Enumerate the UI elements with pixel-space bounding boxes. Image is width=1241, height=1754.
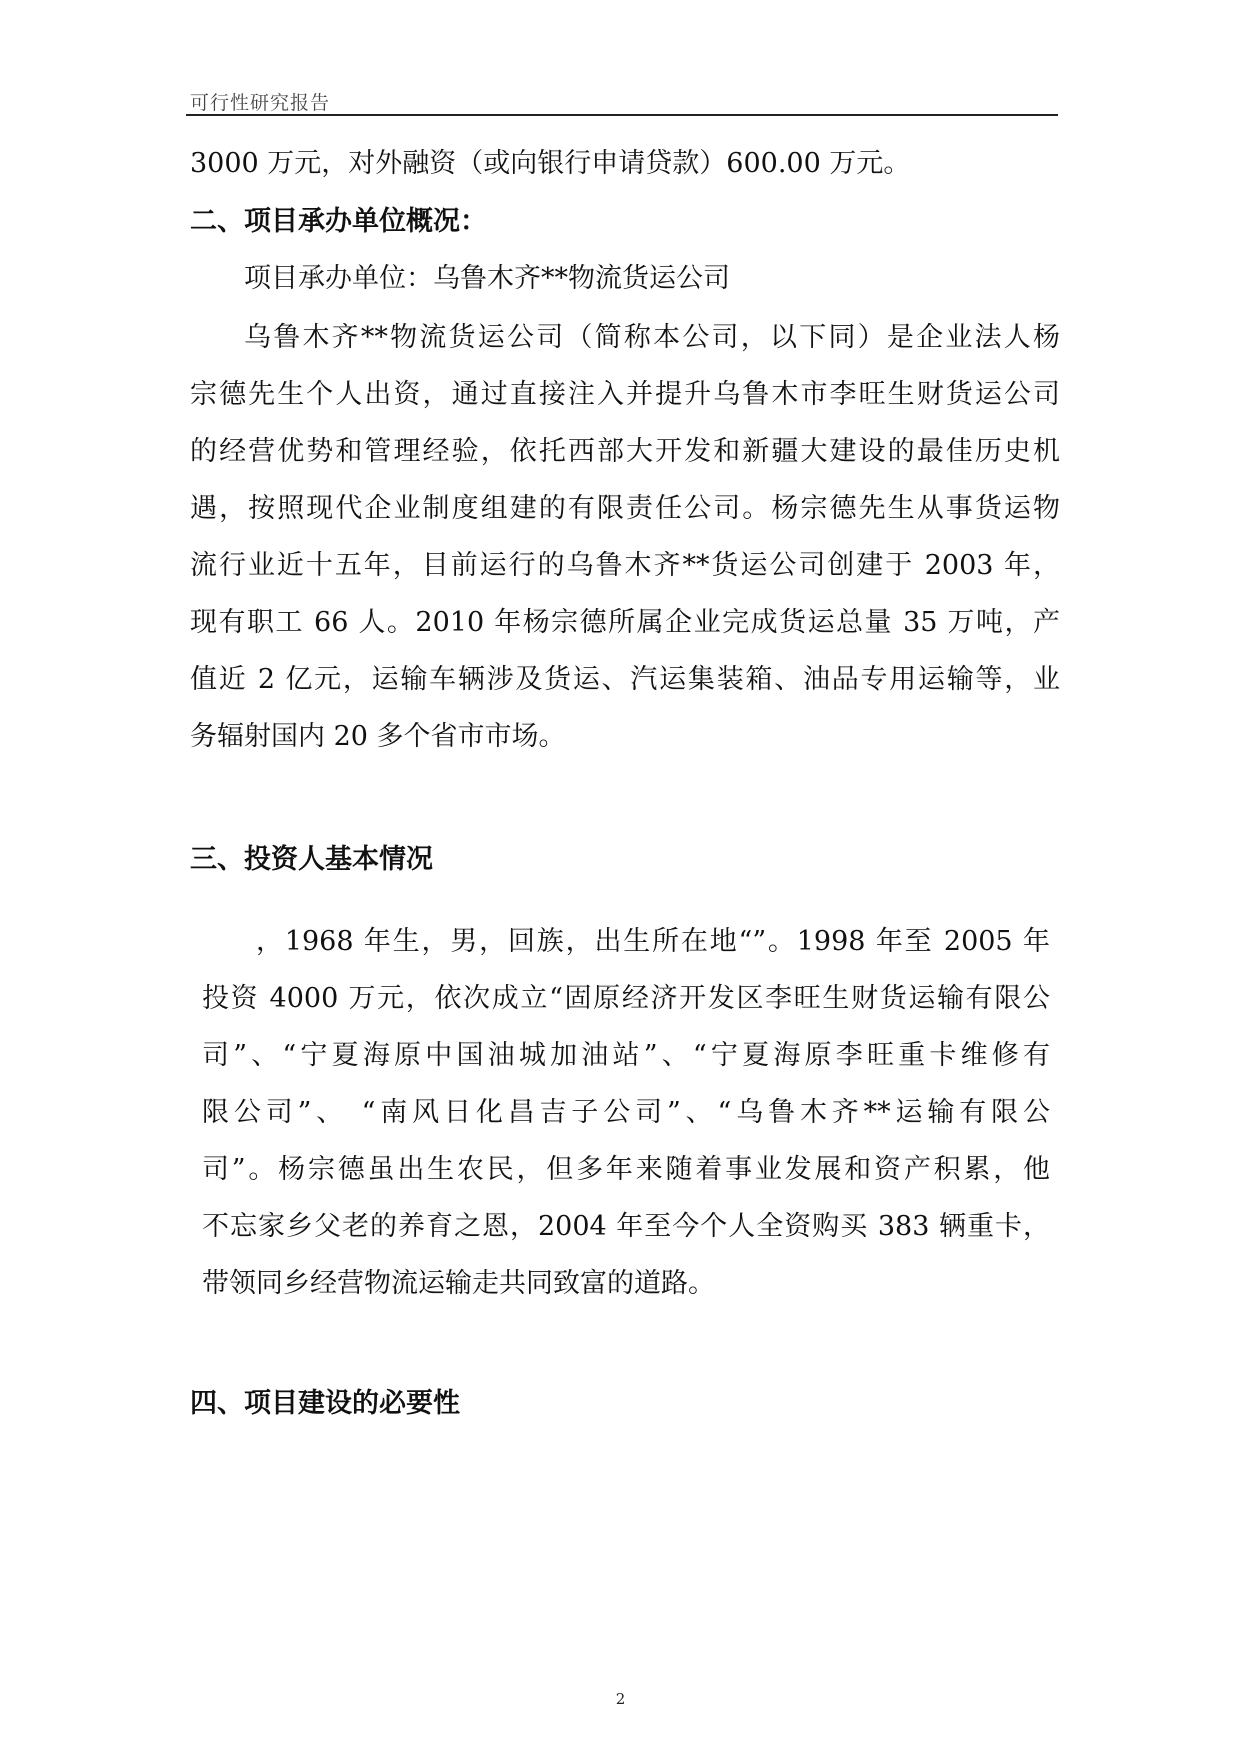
body-line-continuation: 3000 万元，对外融资（或向银行申请贷款）600.00 万元。 bbox=[190, 148, 911, 179]
paragraph-line: 司”、“宁夏海原中国油城加油站”、“宁夏海原李旺重卡维修有 bbox=[202, 1040, 1050, 1071]
paragraph-line: 的经营优势和管理经验，依托西部大开发和新疆大建设的最佳历史机 bbox=[190, 436, 1060, 467]
paragraph-line: 宗德先生个人出资，通过直接注入并提升乌鲁木市李旺生财货运公司 bbox=[190, 379, 1060, 410]
header-divider bbox=[186, 114, 1058, 116]
paragraph-line: 务辐射国内 20 多个省市市场。 bbox=[190, 721, 566, 752]
page-number: 2 bbox=[615, 1690, 626, 1708]
paragraph-line: 司”。杨宗德虽出生农民，但多年来随着事业发展和资产积累，他 bbox=[202, 1154, 1050, 1185]
paragraph-line: 乌鲁木齐**物流货运公司（简称本公司，以下同）是企业法人杨 bbox=[244, 322, 1060, 353]
section-heading-4: 四、项目建设的必要性 bbox=[190, 1388, 460, 1419]
section-heading-3: 三、投资人基本情况 bbox=[190, 844, 433, 875]
paragraph-line: 带领同乡经营物流运输走共同致富的道路。 bbox=[202, 1268, 715, 1299]
unit-line: 项目承办单位：乌鲁木齐**物流货运公司 bbox=[244, 263, 730, 294]
paragraph-line: 投资 4000 万元，依次成立“固原经济开发区李旺生财货运输有限公 bbox=[202, 983, 1050, 1014]
paragraph-line: 限公司”、 “南风日化昌吉子公司”、“乌鲁木齐**运输有限公 bbox=[202, 1097, 1050, 1128]
paragraph-line: 现有职工 66 人。2010 年杨宗德所属企业完成货运总量 35 万吨，产 bbox=[190, 607, 1060, 638]
paragraph-line: 不忘家乡父老的养育之恩，2004 年至今个人全资购买 383 辆重卡， bbox=[202, 1211, 1050, 1242]
paragraph-line: ，1968 年生，男，回族，出生所在地“”。1998 年至 2005 年 bbox=[256, 926, 1050, 957]
paragraph-line: 遇，按照现代企业制度组建的有限责任公司。杨宗德先生从事货运物 bbox=[190, 493, 1060, 524]
paragraph-line: 流行业近十五年，目前运行的乌鲁木齐**货运公司创建于 2003 年， bbox=[190, 550, 1060, 581]
section-heading-2: 二、项目承办单位概况： bbox=[190, 206, 487, 237]
running-header: 可行性研究报告 bbox=[190, 92, 331, 114]
paragraph-line: 值近 2 亿元，运输车辆涉及货运、汽运集装箱、油品专用运输等，业 bbox=[190, 664, 1060, 695]
